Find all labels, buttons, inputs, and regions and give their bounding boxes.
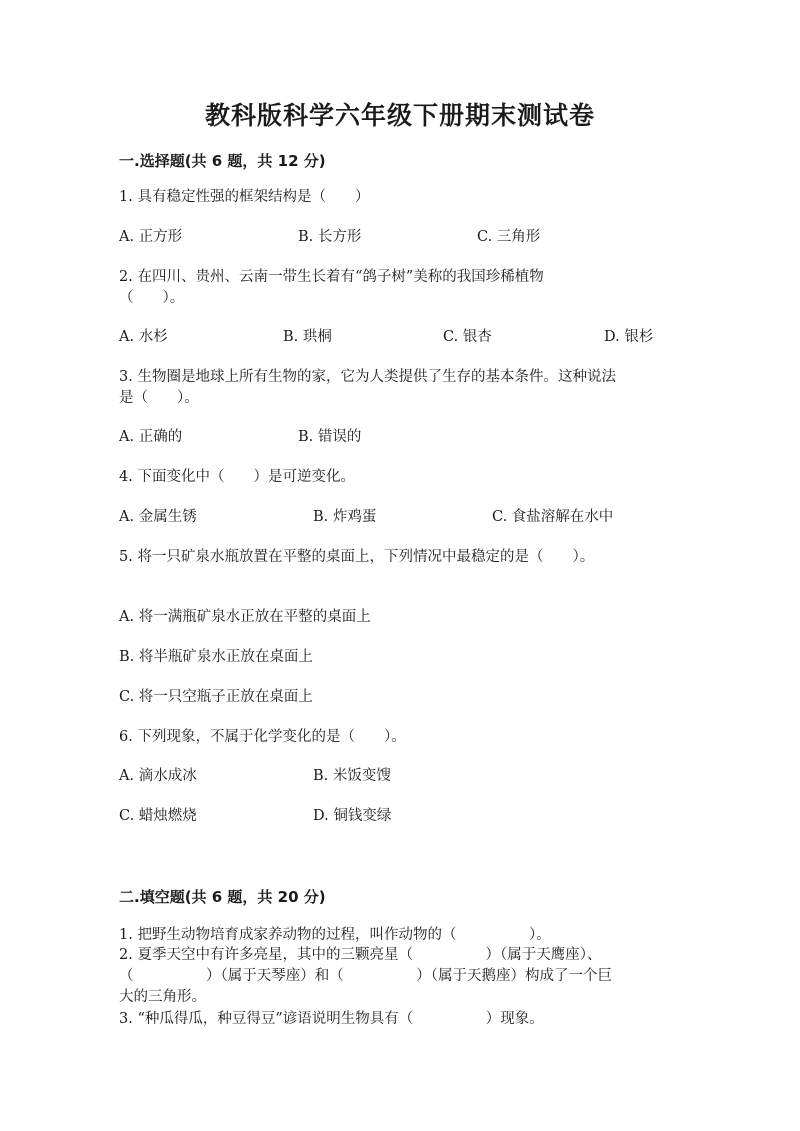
- question-4-option-b: B. 炸鸡蛋: [313, 509, 377, 525]
- fill-question-1: 1. 把野生动物培育成家养动物的过程，叫作动物的（ ）。: [119, 927, 551, 943]
- section-header-choice: 一.选择题(共 6 题，共 12 分): [119, 152, 326, 170]
- question-3-stem-line-2: 是（ ）。: [119, 390, 199, 406]
- question-4-option-c: C. 食盐溶解在水中: [492, 509, 614, 525]
- question-5-stem: 5. 将一只矿泉水瓶放置在平整的桌面上，下列情况中最稳定的是（ ）。: [119, 549, 595, 565]
- question-2-option-a: A. 水杉: [119, 329, 168, 345]
- question-3-stem-line-1: 3. 生物圈是地球上所有生物的家，它为人类提供了生存的基本条件。这种说法: [119, 369, 616, 385]
- fill-question-2-line-2: （ ）（属于天琴座）和（ ）（属于天鹅座）构成了一个巨: [119, 968, 612, 984]
- page-title: 教科版科学六年级下册期末测试卷: [204, 101, 595, 130]
- question-2-stem-line-1: 2. 在四川、贵州、云南一带生长着有“鸽子树”美称的我国珍稀植物: [119, 269, 544, 285]
- question-1-option-b: B. 长方形: [298, 229, 362, 245]
- question-2-option-b: B. 珙桐: [283, 329, 332, 345]
- question-6-option-a: A. 滴水成冰: [119, 768, 197, 784]
- question-6-stem: 6. 下列现象，不属于化学变化的是（ ）。: [119, 729, 406, 745]
- question-6-option-c: C. 蜡烛燃烧: [119, 808, 197, 824]
- question-1-stem: 1. 具有稳定性强的框架结构是（ ）: [119, 189, 370, 205]
- question-1-option-c: C. 三角形: [477, 229, 541, 245]
- question-5-option-a: A. 将一满瓶矿泉水正放在平整的桌面上: [119, 609, 371, 625]
- question-3-option-b: B. 错误的: [298, 429, 362, 445]
- question-3-option-a: A. 正确的: [119, 429, 183, 445]
- question-1-option-a: A. 正方形: [119, 229, 183, 245]
- fill-question-2-line-3: 大的三角形。: [119, 989, 206, 1005]
- question-5-option-c: C. 将一只空瓶子正放在桌面上: [119, 689, 313, 705]
- fill-question-2-line-1: 2. 夏季天空中有许多亮星，其中的三颗亮星（ ）（属于天鹰座）、: [119, 947, 602, 963]
- fill-question-3: 3. “种瓜得瓜，种豆得豆”谚语说明生物具有（ ）现象。: [119, 1011, 544, 1027]
- section-header-fill-in: 二.填空题(共 6 题，共 20 分): [119, 888, 326, 906]
- question-2-stem-line-2: （ ）。: [119, 290, 185, 306]
- question-2-option-d: D. 银杉: [604, 329, 654, 345]
- question-4-option-a: A. 金属生锈: [119, 509, 197, 525]
- question-4-stem: 4. 下面变化中（ ）是可逆变化。: [119, 469, 355, 485]
- question-2-option-c: C. 银杏: [443, 329, 492, 345]
- question-5-option-b: B. 将半瓶矿泉水正放在桌面上: [119, 649, 313, 665]
- question-6-option-d: D. 铜钱变绿: [313, 808, 392, 824]
- question-6-option-b: B. 米饭变馊: [313, 768, 391, 784]
